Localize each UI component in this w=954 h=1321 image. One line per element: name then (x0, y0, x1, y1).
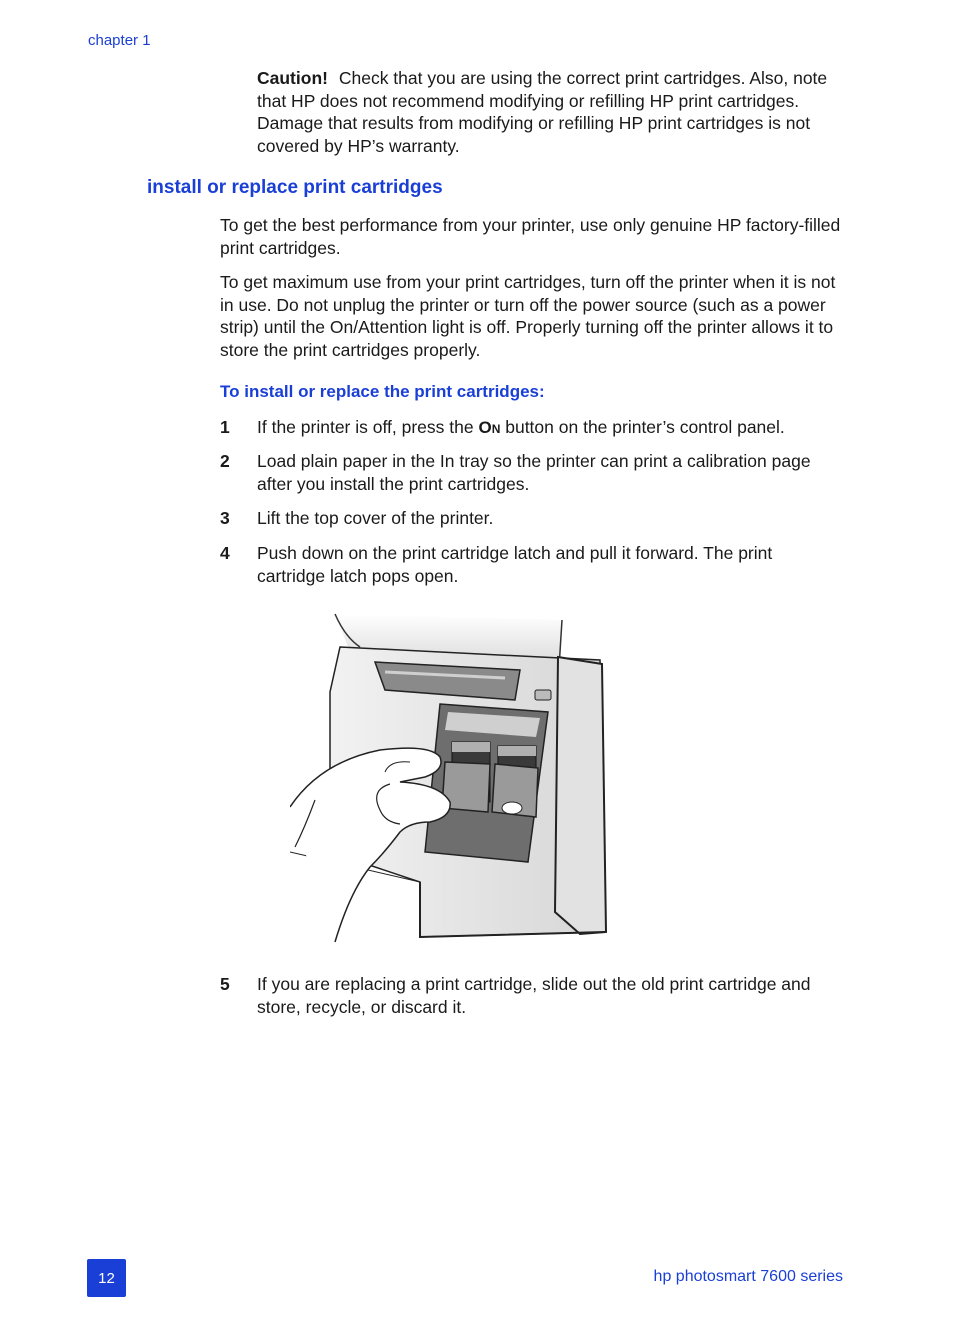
usage-paragraph: To get maximum use from your print cartridges, turn off the printer when it is not in use. Do not unplug the printer or turn off the power source (such as a power strip) until the On/Attention light is off. Properly turning off the printer allows it to store the print cartridges properly. (220, 272, 836, 360)
section-title: install or replace print cartridges (147, 177, 443, 198)
step-text (257, 416, 842, 439)
footer-product-name: hp photosmart 7600 series (653, 1268, 843, 1285)
chapter-label: chapter 1 (88, 32, 151, 49)
on-button-key: On (478, 418, 501, 437)
step-number: 1 (220, 417, 230, 437)
step-text-after: button on the printer’s control panel. (505, 417, 785, 437)
printer-cartridge-illustration (290, 612, 610, 952)
step-4 (220, 542, 842, 588)
step-text: Lift the top cover of the printer. (257, 508, 494, 528)
page-number: 12 (87, 1259, 126, 1297)
step-1 (220, 416, 842, 439)
caution-label: Caution! (257, 68, 328, 88)
step-number: 3 (220, 508, 230, 528)
caution-note (257, 67, 847, 157)
step-number: 2 (220, 451, 230, 471)
caution-text: Check that you are using the correct print cartridges. Also, note that HP does not recommend modifying or refilling HP print cartridges. Damage that results from modifying or refilling HP print cartridges is not covered by HP’s warranty. (257, 68, 828, 156)
step-text: Push down on the print cartridge latch and pull it forward. The print cartridge latch pops open. (257, 543, 773, 586)
step-number: 5 (220, 974, 230, 994)
step-5 (220, 973, 842, 1019)
step-text: Load plain paper in the In tray so the printer can print a calibration page after you install the print cartridges. (257, 451, 811, 494)
intro-paragraph: To get the best performance from your printer, use only genuine HP factory-filled print cartridges. (220, 215, 841, 258)
procedure-title: To install or replace the print cartridges: (220, 382, 545, 401)
step-number: 4 (220, 543, 230, 563)
step-2 (220, 450, 842, 496)
step-3 (220, 507, 842, 530)
step-text-before: If the printer is off, press the (257, 417, 474, 437)
step-text: If you are replacing a print cartridge, slide out the old print cartridge and store, recycle, or discard it. (257, 974, 811, 1017)
